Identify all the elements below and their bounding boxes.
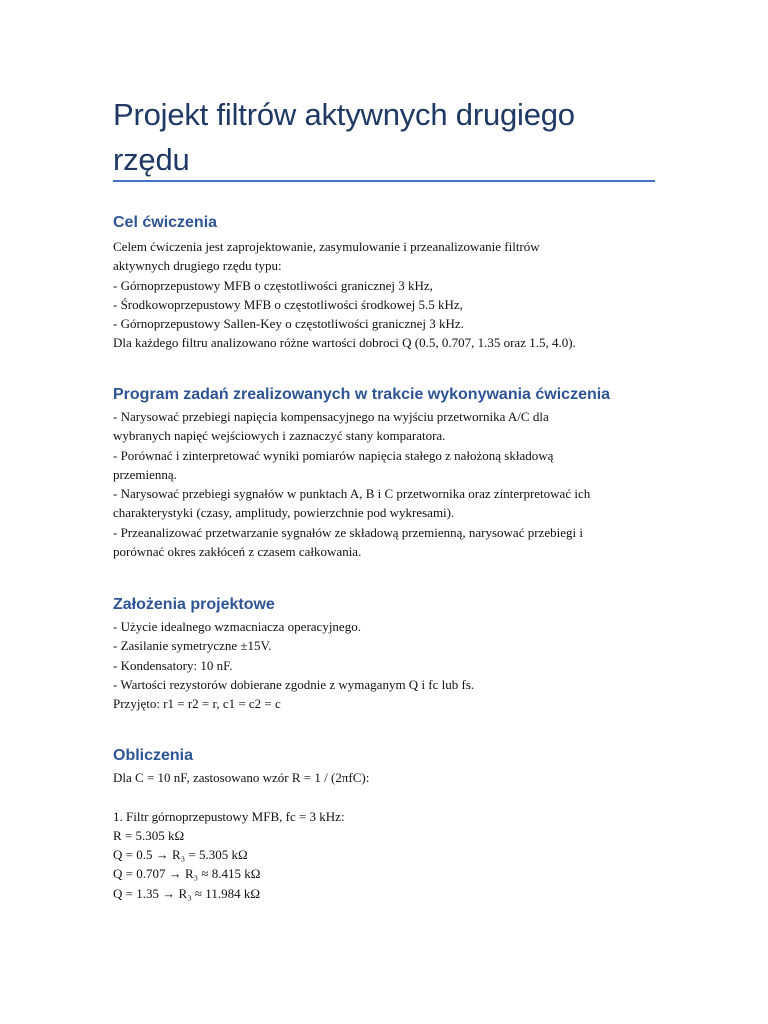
title-line-2: rzędu <box>113 142 190 177</box>
section-zalozenia-projektowe <box>113 594 655 713</box>
text-line: - Środkowoprzepustowy MFB o częstotliwości środkowej 5.5 kHz, <box>113 296 463 312</box>
text-line: porównać okres zakłóceń z czasem całkowania. <box>113 544 362 560</box>
section-program-zadan <box>113 384 655 561</box>
page-title <box>113 92 655 182</box>
text-line: Dla C = 10 nF, zastosowano wzór R = 1 / (2πfC): <box>113 770 370 785</box>
text-line: - Zasilanie symetryczne ±15V. <box>113 638 272 654</box>
text-line: przemienną. <box>113 466 177 482</box>
text-line: Celem ćwiczenia jest zaprojektowanie, zasymulowanie i przeanalizowanie filtrów <box>113 239 540 254</box>
text-line: charakterystyki (czasy, amplitudy, powierzchnie pod wykresami). <box>113 505 455 521</box>
text-line: wybranych napięć wejściowych i zaznaczyć stany komparatora. <box>113 428 446 444</box>
text-line: - Górnoprzepustowy Sallen-Key o częstotliwości granicznej 3 kHz. <box>113 316 464 332</box>
section-paragraph <box>113 407 655 561</box>
text-line: - Narysować przebiegi napięcia kompensacyjnego na wyjściu przetwornika A/C dla <box>113 409 549 424</box>
text-line: - Kondensatory: 10 nF. <box>113 657 233 673</box>
text-line: aktywnych drugiego rzędu typu: <box>113 258 282 274</box>
section-obliczenia <box>113 745 655 903</box>
text-line: 1. Filtr górnoprzepustowy MFB, fc = 3 kHz: <box>113 808 345 824</box>
section-heading: Cel ćwiczenia <box>113 214 218 231</box>
text-line: Przyjęto: r1 = r2 = r, c1 = c2 = c <box>113 696 281 712</box>
section-heading: Założenia projektowe <box>113 596 275 613</box>
text-line: - Użycie idealnego wzmacniacza operacyjnego. <box>113 619 361 634</box>
section-paragraph <box>113 617 655 713</box>
text-line: - Narysować przebiegi sygnałów w punktach A, B i C przetwornika oraz zinterpretować ich <box>113 486 591 502</box>
section-paragraph <box>113 768 655 903</box>
section-paragraph <box>113 237 655 353</box>
section-heading: Program zadań zrealizowanych w trakcie wykonywania ćwiczenia <box>113 386 611 403</box>
text-line: Q = 0.707 → R₃ ≈ 8.415 kΩ <box>113 866 261 882</box>
section-heading: Obliczenia <box>113 747 194 764</box>
text-line: - Porównać i zinterpretować wyniki pomiarów napięcia stałego z nałożoną składową <box>113 447 554 463</box>
title-underline <box>113 180 655 182</box>
blank-line <box>113 787 655 806</box>
text-line: Q = 0.5 → R₃ = 5.305 kΩ <box>113 847 248 863</box>
text-line: - Górnoprzepustowy MFB o częstotliwości granicznej 3 kHz, <box>113 277 433 293</box>
section-cel-cwiczenia <box>113 212 655 353</box>
text-line: - Wartości rezystorów dobierane zgodnie z wymaganym Q i fc lub fs. <box>113 676 475 692</box>
title-line-1: Projekt filtrów aktywnych drugiego <box>113 97 575 132</box>
text-line: Q = 1.35 → R₃ ≈ 11.984 kΩ <box>113 885 260 901</box>
text-line: R = 5.305 kΩ <box>113 827 185 843</box>
text-line: - Przeanalizować przetwarzanie sygnałów ze składową przemienną, narysować przebiegi i <box>113 524 583 540</box>
text-line: Dla każdego filtru analizowano różne wartości dobroci Q (0.5, 0.707, 1.35 oraz 1.5, 4.0). <box>113 335 576 351</box>
